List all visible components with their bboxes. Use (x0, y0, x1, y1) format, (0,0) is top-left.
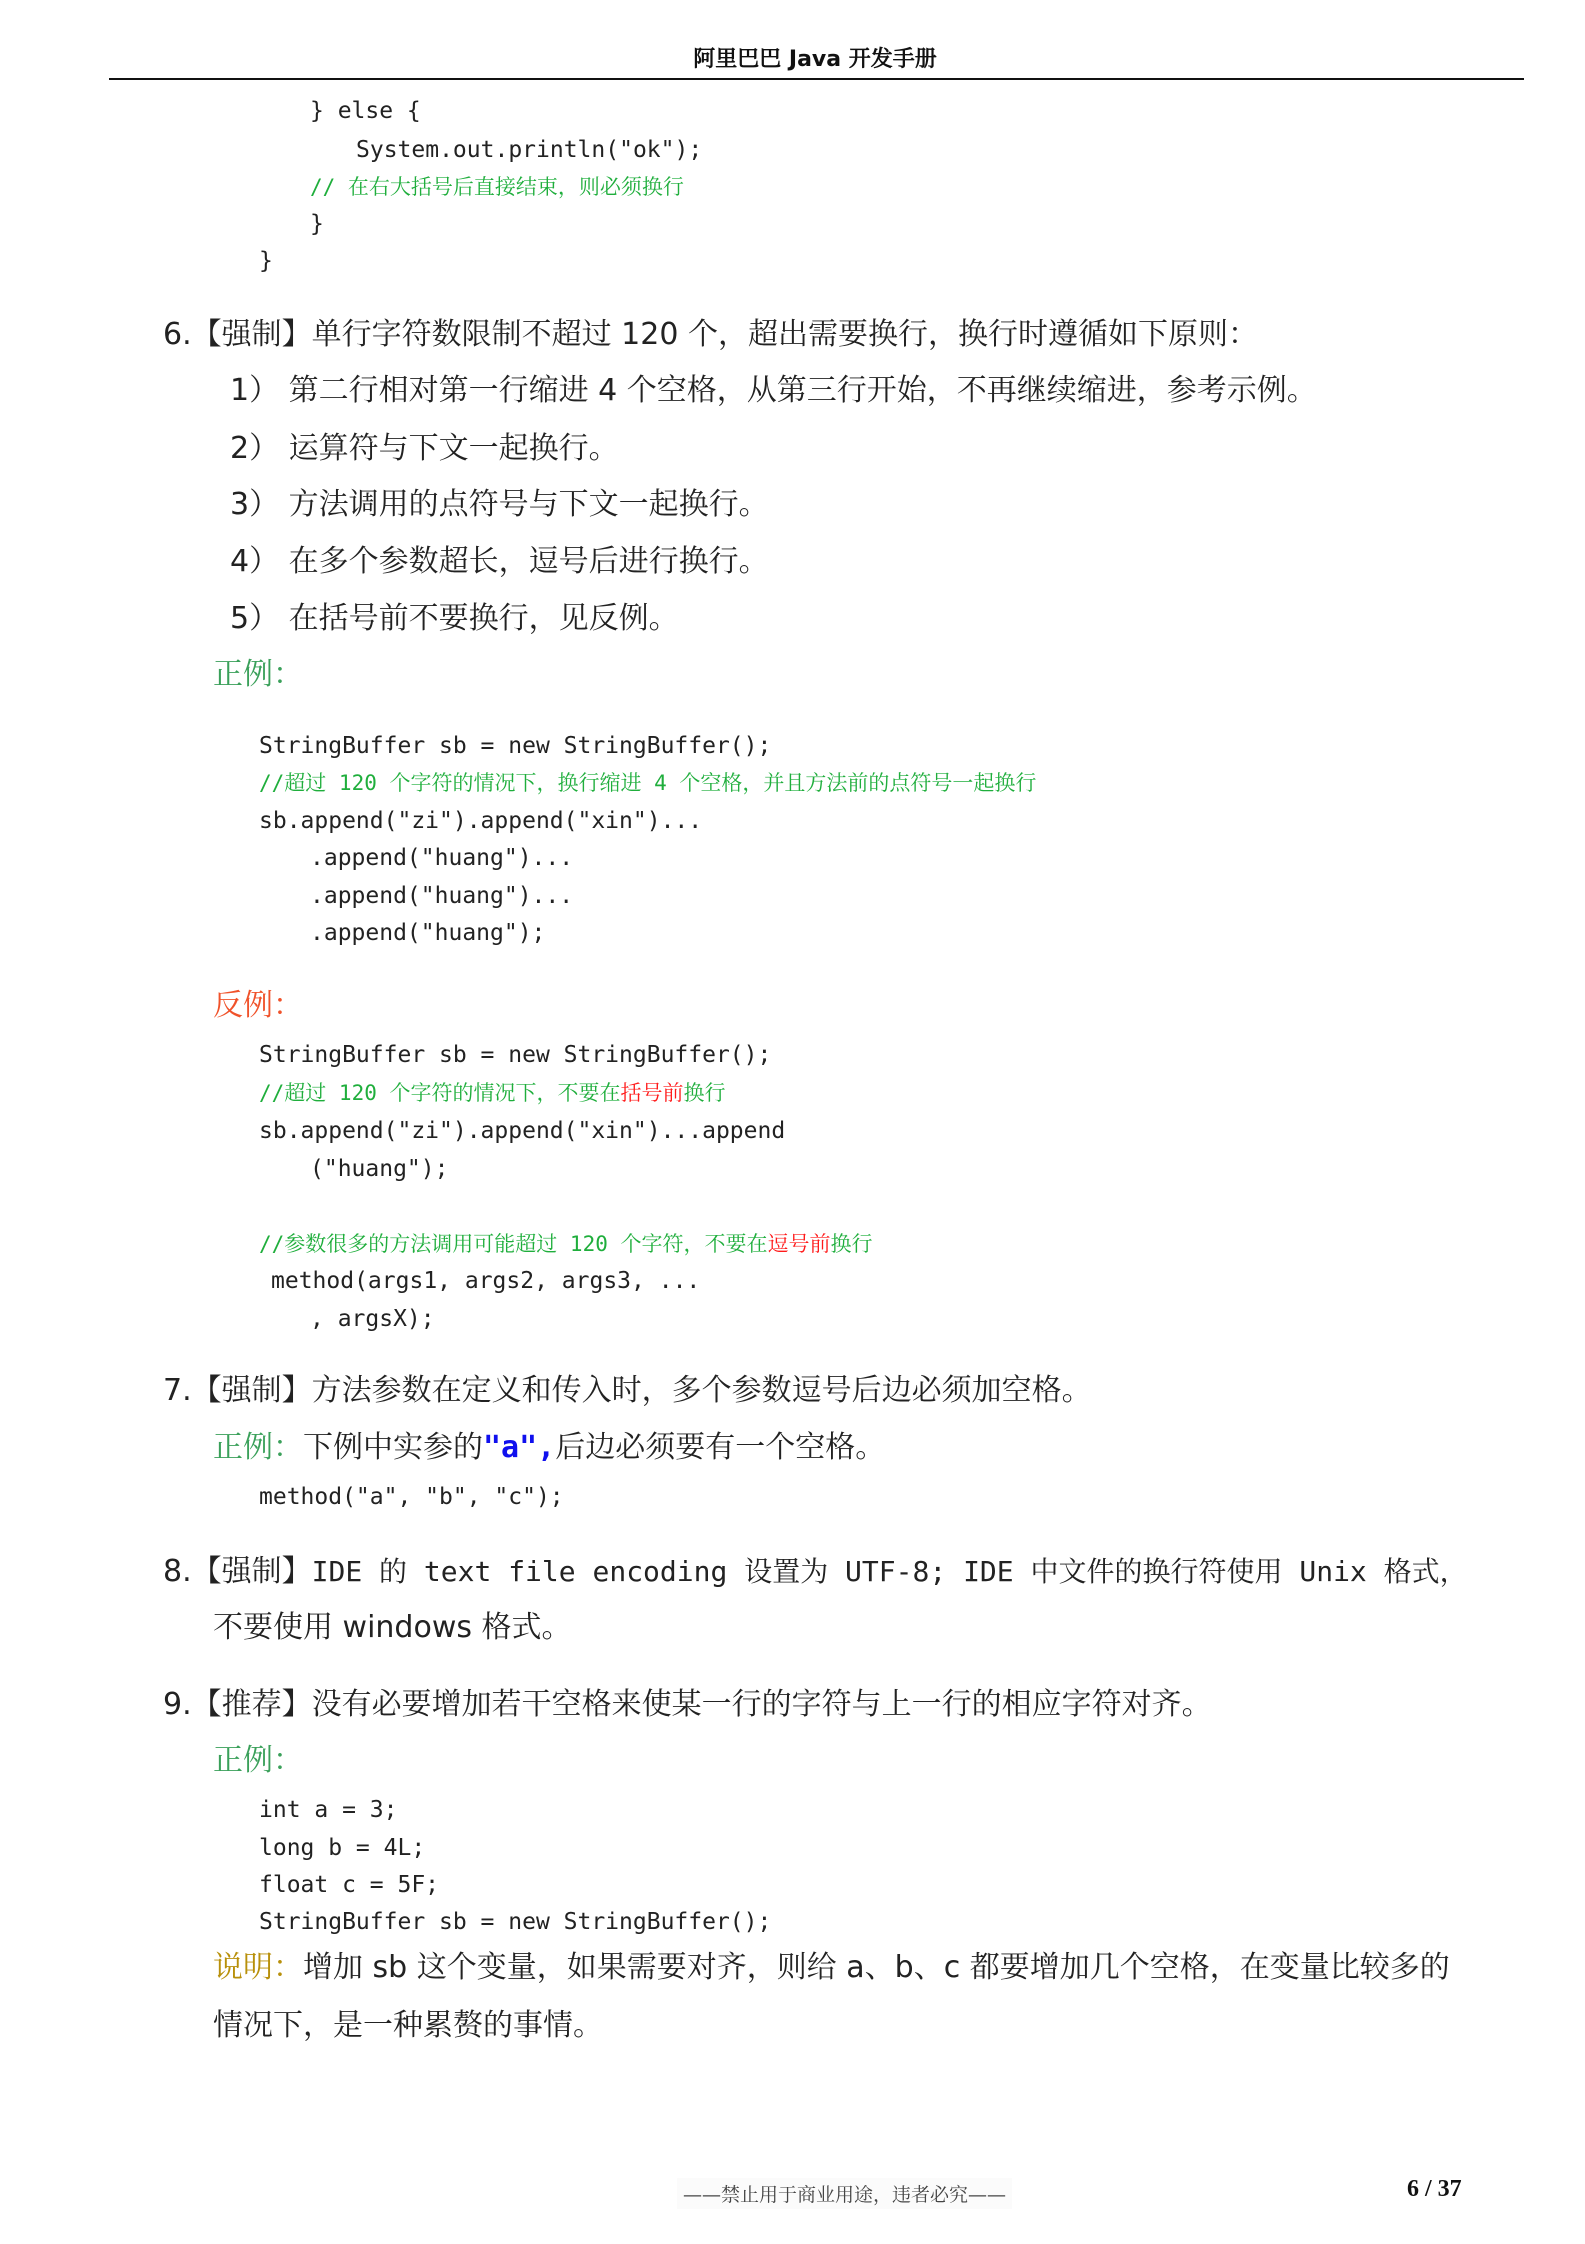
code-line: } (259, 248, 273, 274)
comment-text: //超过 120 个字符的情况下，不要在 (259, 1081, 621, 1105)
good-example-label: 正例： (213, 1743, 303, 1778)
item-number: 6. (163, 317, 192, 352)
header-divider (109, 78, 1524, 80)
item-number: 7. (163, 1373, 192, 1408)
code-line: float c = 5F; (259, 1872, 440, 1898)
page-number: 6 / 37 (1407, 2176, 1462, 2202)
code-line: StringBuffer sb = new StringBuffer(); (259, 1909, 772, 1935)
rule-tag: 【强制】 (191, 1554, 312, 1589)
item-number: 8. (163, 1554, 192, 1589)
code-line: } (310, 211, 324, 237)
code-comment (259, 1224, 873, 1264)
code-comment: // 在右大括号后直接结束，则必须换行 (310, 175, 684, 199)
comment-highlight: 逗号前 (767, 1232, 831, 1256)
rule-text: 单行字符数限制不超过 120 个，超出需要换行，换行时遵循如下原则： (311, 317, 1258, 352)
example-text: 后边必须要有一个空格。 (555, 1430, 886, 1465)
rule-item-8 (163, 1552, 1468, 1592)
note-text-continued: 情况下，是一种累赘的事情。 (213, 2008, 603, 2043)
code-line: ("huang"); (310, 1156, 449, 1182)
code-line: int a = 3; (259, 1797, 398, 1823)
example-text: 下例中实参的 (303, 1430, 483, 1465)
sub-number: 3） (230, 487, 280, 522)
sub-item (230, 371, 1317, 411)
code-line: .append("huang")... (310, 845, 574, 871)
code-line: StringBuffer sb = new StringBuffer(); (259, 1042, 772, 1068)
code-comment: //超过 120 个字符的情况下，换行缩进 4 个空格，并且方法前的点符号一起换行 (259, 771, 1037, 795)
comment-highlight: 括号前 (620, 1081, 684, 1105)
sub-text: 运算符与下文一起换行。 (288, 431, 619, 466)
note (213, 1948, 1450, 1988)
code-line: method(args1, args2, args3, ... (271, 1268, 701, 1294)
footer-notice: ——禁止用于商业用途，违者必究—— (677, 2178, 1012, 2209)
rule-item-7 (163, 1371, 1092, 1411)
rule-text: 方法参数在定义和传入时，多个参数逗号后边必须加空格。 (311, 1373, 1092, 1408)
code-line: method("a", "b", "c"); (259, 1484, 564, 1510)
code-line: System.out.println("ok"); (356, 137, 703, 163)
comment-text: //参数很多的方法调用可能超过 120 个字符，不要在 (259, 1232, 768, 1256)
rule-tag: 【推荐】 (191, 1687, 312, 1722)
good-example-label: 正例： (213, 657, 303, 692)
rule-text-continued: 不要使用 windows 格式。 (213, 1610, 572, 1645)
comment-text: 换行 (830, 1232, 873, 1256)
bad-example-label: 反例： (213, 988, 303, 1023)
sub-item (230, 599, 679, 639)
sub-number: 1） (230, 373, 280, 408)
good-example (213, 1428, 885, 1468)
sub-number: 4） (230, 544, 280, 579)
sub-text: 在括号前不要换行，见反例。 (288, 601, 679, 636)
rule-tag: 【强制】 (191, 317, 312, 352)
code-line: sb.append("zi").append("xin")... (259, 808, 703, 834)
sub-item (230, 542, 769, 582)
sub-number: 2） (230, 431, 280, 466)
code-line: StringBuffer sb = new StringBuffer(); (259, 733, 772, 759)
rule-text: IDE 的 text file encoding 设置为 UTF-8; IDE 中文件的换行符使用 Unix 格式， (311, 1555, 1468, 1588)
code-line: .append("huang"); (310, 920, 546, 946)
rule-tag: 【强制】 (191, 1373, 312, 1408)
sub-item (230, 429, 619, 469)
comment-text: 换行 (683, 1081, 726, 1105)
code-line: , argsX); (310, 1306, 435, 1332)
note-text: 增加 sb 这个变量，如果需要对齐，则给 a、b、c 都要增加几个空格，在变量比较多的 (303, 1950, 1450, 1985)
code-line: long b = 4L; (259, 1835, 426, 1861)
good-example-label: 正例： (213, 1430, 303, 1465)
example-code: "a", (483, 1430, 556, 1465)
sub-text: 第二行相对第一行缩进 4 个空格，从第三行开始，不再继续缩进，参考示例。 (288, 373, 1317, 408)
code-comment (259, 1073, 726, 1113)
item-number: 9. (163, 1687, 192, 1722)
rule-text: 没有必要增加若干空格来使某一行的字符与上一行的相应字符对齐。 (311, 1687, 1212, 1722)
sub-number: 5） (230, 601, 280, 636)
sub-text: 方法调用的点符号与下文一起换行。 (288, 487, 769, 522)
code-line: .append("huang")... (310, 883, 574, 909)
code-line: sb.append("zi").append("xin")...append (259, 1118, 786, 1144)
rule-item-6 (163, 315, 1258, 355)
sub-text: 在多个参数超长，逗号后进行换行。 (288, 544, 769, 579)
note-label: 说明： (213, 1950, 303, 1985)
code-line: } else { (310, 98, 421, 124)
rule-item-9 (163, 1685, 1212, 1725)
sub-item (230, 485, 769, 525)
page-header-title: 阿里巴巴 Java 开发手册 (693, 47, 937, 72)
